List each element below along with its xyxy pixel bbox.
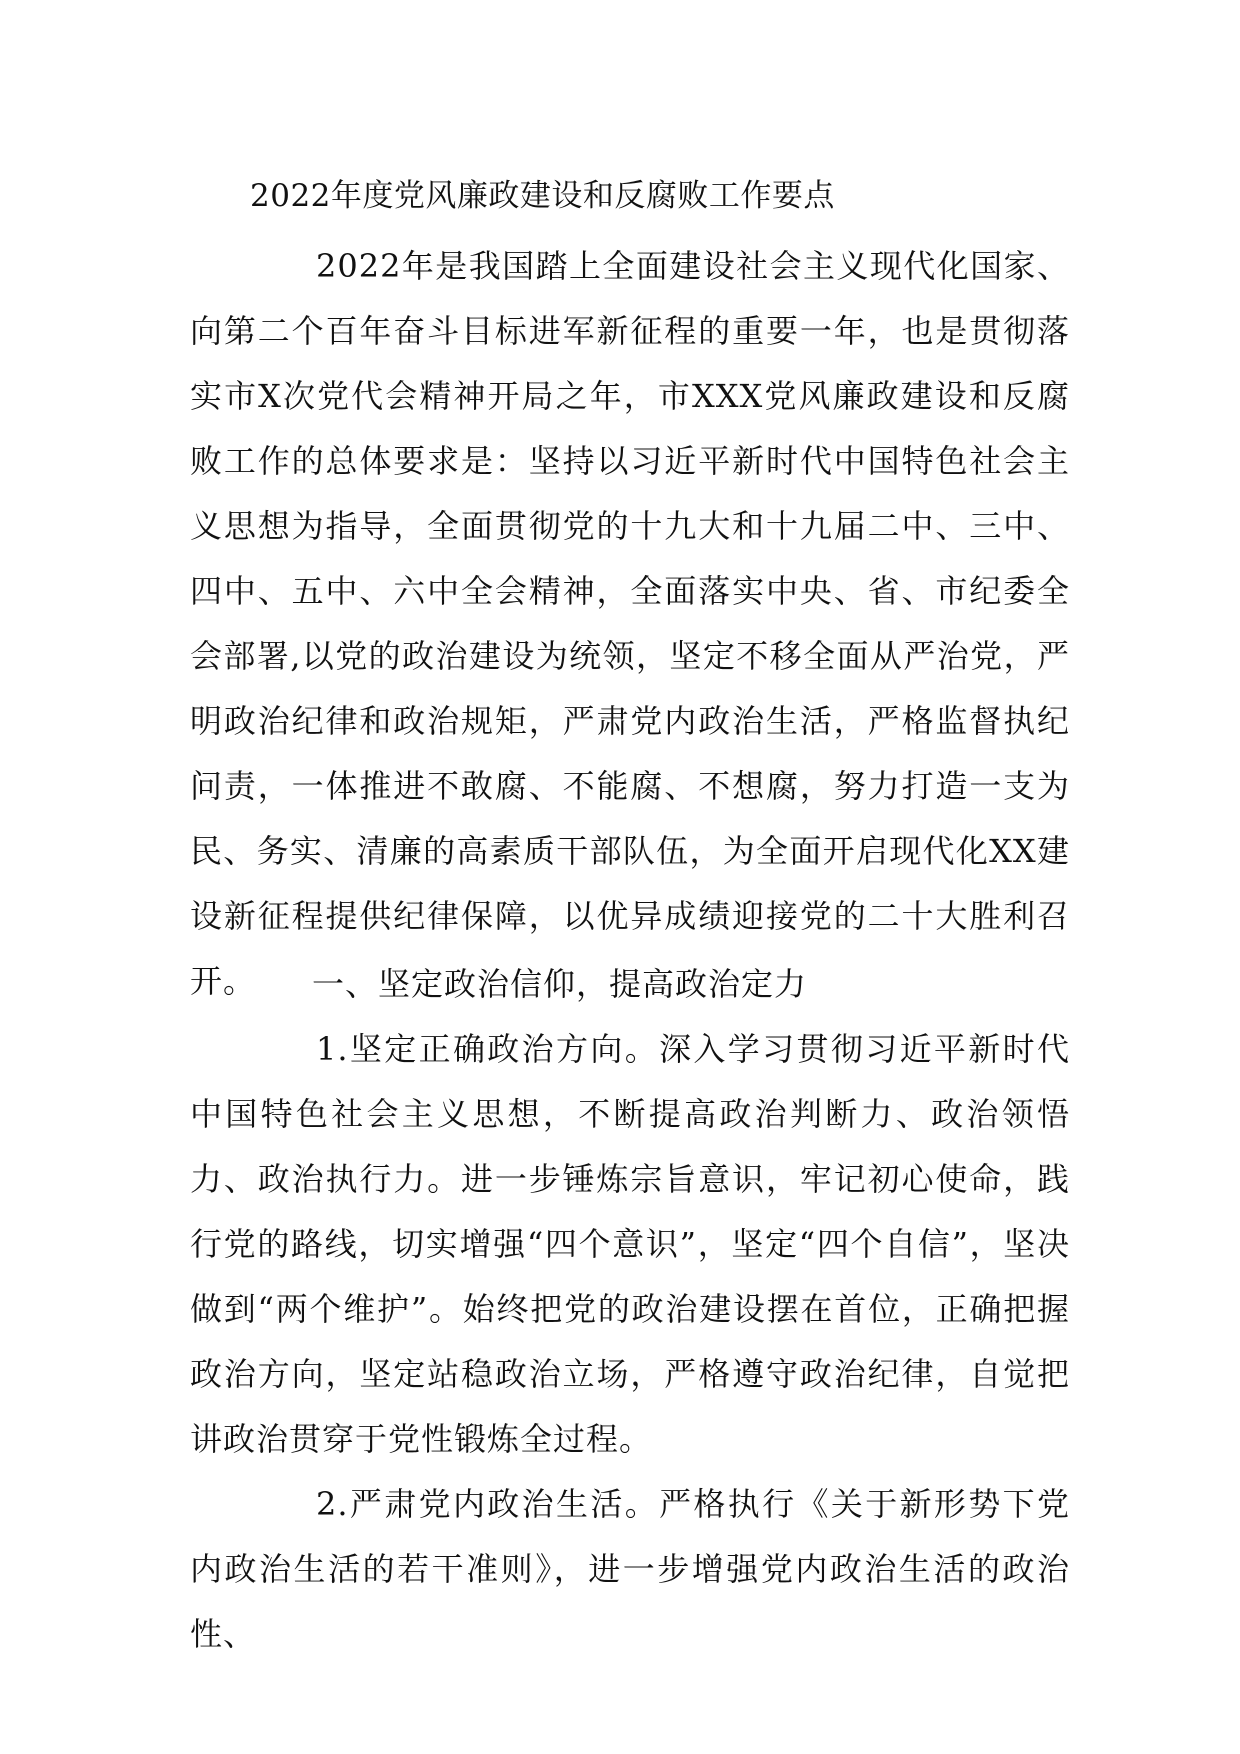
intro-paragraph: 2022年是我国踏上全面建设社会主义现代化国家、向第二个百年奋斗目标进军新征程的重要一年，也是贯彻落实市X次党代会精神开局之年，市XXX党风廉政建设和反腐败工作的总体要求是：坚持以习近平新时代中国特色社会主义思想为指导，全面贯彻党的十九大和十九届二中、三中、四中、五中、六中全会精神，全面落实中央、省、市纪委全会部署,以党的政治建设为统领，坚定不移全面从严治党，严明政治纪律和政治规矩，严肃党内政治生活，严格监督执纪问责，一体推进不敢腐、不能腐、不想腐，努力打造一支为民、务实、清廉的高素质干部队伍，为全面开启现代化XX建设新征程提供纪律保障，以优异成绩迎接党的二十大胜利召开。 [190, 247, 1070, 1000]
item-2-paragraph: 2.严肃党内政治生活。严格执行《关于新形势下党内政治生活的若干准则》，进一步增强党内政治生活的政治性、 [190, 1485, 1070, 1653]
document-title: 2022年度党风廉政建设和反腐败工作要点 [250, 178, 835, 214]
section-heading: 一、坚定政治信仰，提高政治定力 [312, 965, 808, 1003]
item-1-paragraph: 1.坚定正确政治方向。深入学习贯彻习近平新时代中国特色社会主义思想，不断提高政治判断力、政治领悟力、政治执行力。进一步锤炼宗旨意识，牢记初心使命，践行党的路线，切实增强“四个意识”，坚定“四个自信”，坚决做到“两个维护”。始终把党的政治建设摆在首位，正确把握政治方向，坚定站稳政治立场，严格遵守政治纪律，自觉把讲政治贯穿于党性锻炼全过程。 [190, 1030, 1070, 1458]
